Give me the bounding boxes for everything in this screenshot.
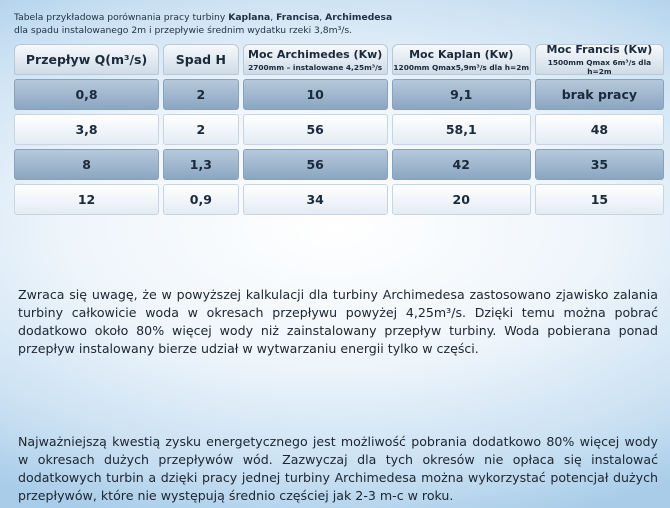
table-cell: 9,1 (392, 79, 531, 110)
table-cell: brak pracy (535, 79, 664, 110)
table-cell: 10 (243, 79, 388, 110)
table-header-row (14, 44, 664, 75)
note-paragraph-1: Zwraca się uwagę, że w powyższej kalkulacji dla turbiny Archimedesa zastosowano zjawisko zalania turbiny całkowicie woda w okresach przepływu powyżej 4,25m³/s. Dzięki temu można pobrać dodatkowo około 80% więcej wody niż zainstalowany przepływ turbiny. Woda pobierana ponad przepływ instalowany bierze udział w wytwarzaniu energii tylko w części. (18, 287, 658, 356)
table-cell: 48 (535, 114, 664, 145)
table-row (14, 79, 664, 110)
table-cell: 0,8 (14, 79, 159, 110)
table-cell: 56 (243, 114, 388, 145)
header-archimedes-sub: 2700mm – instalowane 4,25m³/s (248, 62, 383, 72)
table-cell: 35 (535, 149, 664, 180)
table-cell: 1,3 (163, 149, 239, 180)
table-cell: 2 (163, 114, 239, 145)
caption-turbine-archimedes: Archimedesa (325, 12, 393, 23)
comparison-table (14, 44, 664, 219)
header-head (163, 44, 239, 75)
header-kaplan-sub: 1200mm Qmax5,9m³/s dla h=2m (393, 62, 530, 72)
header-flow (14, 44, 159, 75)
table-cell: 2 (163, 79, 239, 110)
header-kaplan (392, 44, 531, 75)
table-cell: 34 (243, 184, 388, 215)
table-row (14, 114, 664, 145)
caption-turbine-kaplan: Kaplana (228, 12, 271, 23)
caption-separator: , (319, 12, 326, 23)
table-cell: 58,1 (392, 114, 531, 145)
header-francis-title: Moc Francis (Kw) (546, 43, 653, 56)
caption-separator: , (270, 12, 277, 23)
table-cell: 12 (14, 184, 159, 215)
table-cell: 20 (392, 184, 531, 215)
header-archimedes (243, 44, 388, 75)
table-cell: 15 (535, 184, 664, 215)
note-paragraph-2: Najważniejszą kwestią zysku energetycznego jest możliwość pobrania dodatkowo 80% więcej wody w okresach dużych przepływów wód. Zazwyczaj dla tych okresów nie opłaca się instalować dodatkowych turbin a dzięki pracy jednej turbiny Archimedesa można wykorzystać potencjał dużych przepływów, które nie występują średnio częściej jak 2-3 m-c w roku. (18, 434, 658, 503)
header-archimedes-title: Moc Archimedes (Kw) (248, 47, 383, 61)
caption-turbine-francis: Francisa (276, 12, 320, 23)
caption-line-1 (14, 11, 392, 24)
header-kaplan-title: Moc Kaplan (Kw) (409, 47, 514, 61)
table-cell: 42 (392, 149, 531, 180)
header-flow-title: Przepływ Q(m³/s) (25, 52, 148, 67)
caption-line-2: dla spadu instalowanego 2m i przepływie średnim wydatku rzeki 3,8m³/s. (14, 25, 353, 36)
table-row (14, 149, 664, 180)
table-cell: 8 (14, 149, 159, 180)
header-francis (535, 44, 664, 75)
table-caption (14, 11, 392, 37)
table-cell: 0,9 (163, 184, 239, 215)
header-head-title: Spad H (175, 52, 226, 67)
header-francis-sub: 1500mm Qmax 6m³/s dla h=2m (547, 58, 652, 76)
table-cell: 3,8 (14, 114, 159, 145)
caption-prefix: Tabela przykładowa porównania pracy turbiny (14, 12, 229, 23)
table-cell: 56 (243, 149, 388, 180)
table-row (14, 184, 664, 215)
